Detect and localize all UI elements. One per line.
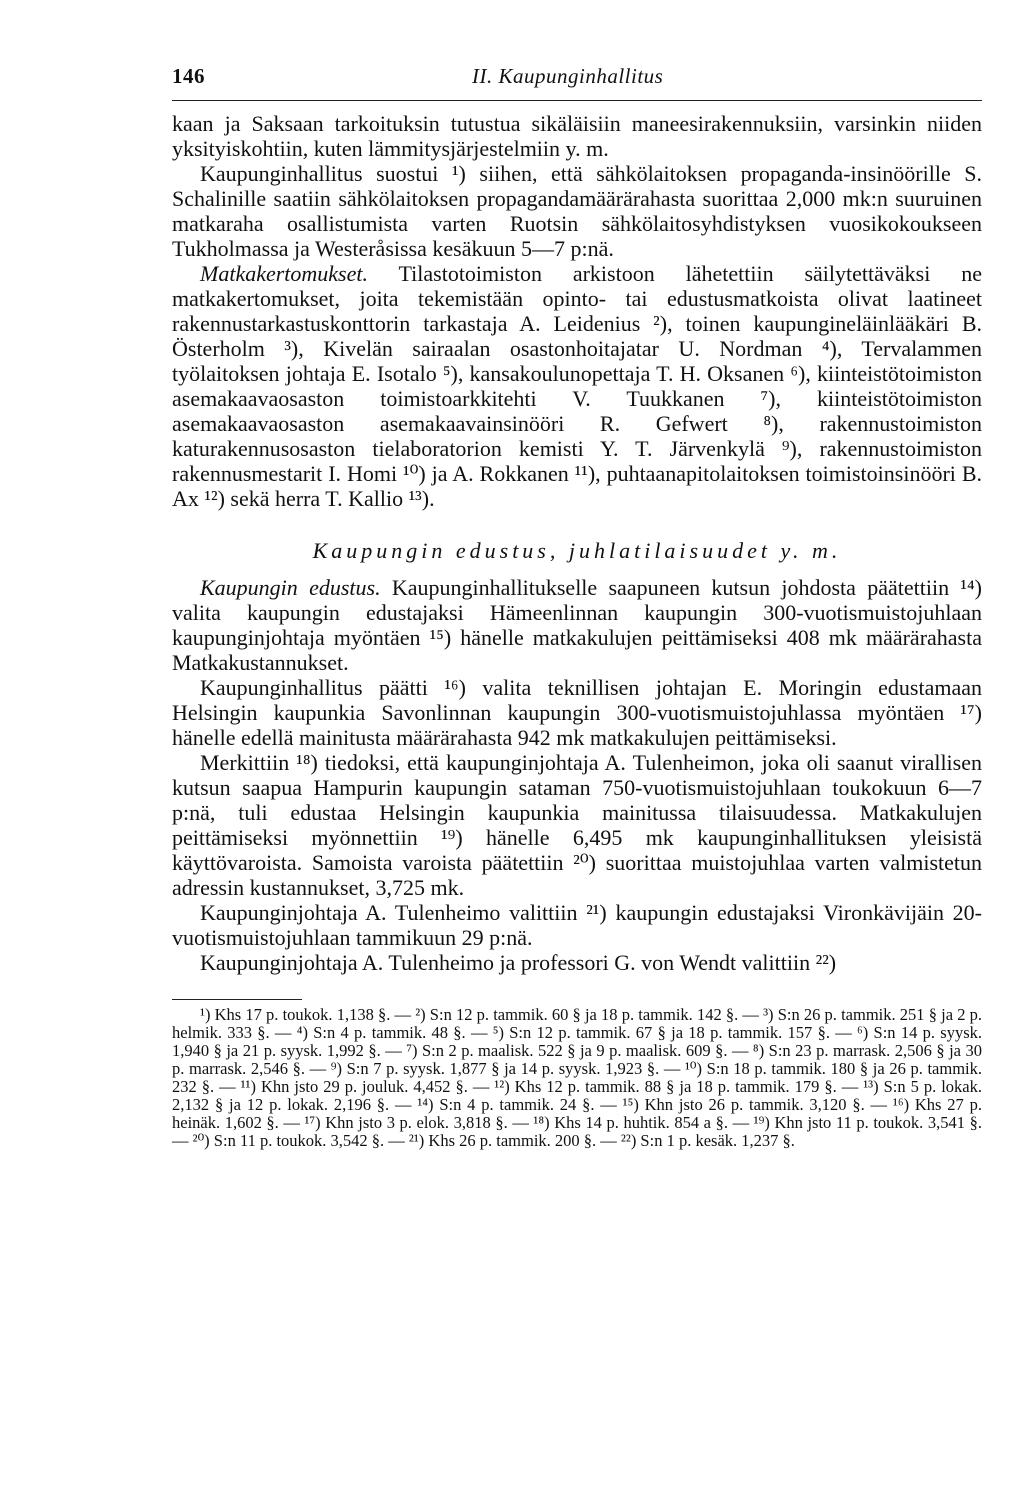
paragraph-3-lead: Matkakertomukset. xyxy=(200,261,368,286)
document-page xyxy=(172,64,982,1150)
paragraph-2: Kaupunginhallitus suostui ¹) siihen, että sähkölaitoksen propaganda-insinöörille S. Schalinille saatiin sähkölaitoksen propagandamäärärahasta suorittaa 2,000 mk:n suuruinen matkaraha osallistumista varten Ruotsin sähkölaitosyhdistyksen vuosikokoukseen Tukholmassa ja Westeråsissa kesäkuun 5—7 p:nä. xyxy=(172,161,982,261)
paragraph-4-text: Kaupunginhallitukselle saapuneen kutsun johdosta päätettiin ¹⁴) valita kaupungin edustajaksi Hämeenlinnan kaupungin 300-vuotismuistojuhlaan kaupunginjohtaja myöntäen ¹⁵) hänelle matkakulujen peittämiseksi 408 mk määrärahasta Matkakustannukset. xyxy=(172,575,982,675)
running-head: II. Kaupunginhallitus xyxy=(472,64,664,88)
paragraph-5: Kaupunginhallitus päätti ¹⁶) valita teknillisen johtajan E. Moringin edustamaan Helsingin kaupunkia Savonlinnan kaupungin 300-vuotismuistojuhlassa myöntäen ¹⁷) hänelle edellä mainitusta määrärahasta 942 mk matkakulujen peittämiseksi. xyxy=(172,675,982,750)
paragraph-4 xyxy=(172,575,982,675)
footnote-divider xyxy=(172,999,302,1000)
paragraph-6: Merkittiin ¹⁸) tiedoksi, että kaupunginjohtaja A. Tulenheimon, joka oli saanut virallisen kutsun saapua Hampurin kaupungin sataman 750-vuotismuistojuhlaan toukokuun 6—7 p:nä, tuli edustaa Helsingin kaupunkia mainitussa tilaisuudessa. Matkakulujen peittämiseksi myönnettiin ¹⁹) hänelle 6,495 mk kaupunginhallituksen yleisistä käyttövaroista. Samoista varoista päätettiin ²⁰) suorittaa muistojuhlaa varten valmistetun adressin kustannukset, 3,725 mk. xyxy=(172,750,982,900)
page-header xyxy=(172,64,982,101)
paragraph-7: Kaupunginjohtaja A. Tulenheimo valittiin ²¹) kaupungin edustajaksi Vironkävijäin 20-vuotismuistojuhlaan tammikuun 29 p:nä. xyxy=(172,900,982,950)
paragraph-4-lead: Kaupungin edustus. xyxy=(200,575,381,600)
paragraph-1: kaan ja Saksaan tarkoituksin tutustua sikäläisiin maneesirakennuksiin, varsinkin niiden yksityiskohtiin, kuten lämmitysjärjestelmiin y. m. xyxy=(172,111,982,161)
page-number: 146 xyxy=(172,64,205,88)
section-title: Kaupungin edustus, juhlatilaisuudet y. m. xyxy=(312,538,842,563)
paragraph-8: Kaupunginjohtaja A. Tulenheimo ja professori G. von Wendt valittiin ²²) xyxy=(200,950,837,975)
paragraph-3-text: Tilastotoimiston arkistoon lähetettiin säilytettäväksi ne matkakertomukset, joita tekemistään opinto- tai edustusmatkoista olivat laatineet rakennustarkastuskonttorin tarkastaja A. Leidenius ²), toinen kaupungineläinlääkäri B. Österholm ³), Kivelän sairaalan osastonhoitajatar U. Nordman ⁴), Tervalammen työlaitoksen johtaja E. Isotalo ⁵), kansakoulunopettaja T. H. Oksanen ⁶), kiinteistötoimiston asemakaavaosaston toimistoarkkitehti V. Tuukkanen ⁷), kiinteistötoimiston asemakaavaosaston asemakaavainsinööri R. Gefwert ⁸), rakennustoimiston katurakennusosaston tielaboratorion kemisti Y. T. Järvenkylä ⁹), rakennustoimiston rakennusmestarit I. Homi ¹⁰) ja A. Rokkanen ¹¹), puhtaanapitolaitoksen toimistoinsinööri B. Ax ¹²) sekä herra T. Kallio ¹³). xyxy=(172,261,982,511)
paragraph-3 xyxy=(172,261,982,511)
footnotes: ¹) Khs 17 p. toukok. 1,138 §. — ²) S:n 12 p. tammik. 60 § ja 18 p. tammik. 142 §. — ³) S:n 26 p. tammik. 251 § ja 2 p. helmik. 333 §. — ⁴) S:n 4 p. tammik. 48 §. — ⁵) S:n 12 p. tammik. 67 § ja 18 p. tammik. 157 §. — ⁶) S:n 14 p. syysk. 1,940 § ja 21 p. syysk. 1,992 §. — ⁷) S:n 2 p. maalisk. 522 § ja 9 p. maalisk. 609 §. — ⁸) S:n 23 p. marrask. 2,506 § ja 30 p. marrask. 2,546 §. — ⁹) S:n 7 p. syysk. 1,877 § ja 14 p. syysk. 1,923 §. — ¹⁰) S:n 18 p. tammik. 180 § ja 26 p. tammik. 232 §. — ¹¹) Khn jsto 29 p. jouluk. 4,452 §. — ¹²) Khs 12 p. tammik. 88 § ja 18 p. tammik. 179 §. — ¹³) S:n 5 p. lokak. 2,132 § ja 12 p. lokak. 2,196 §. — ¹⁴) S:n 4 p. tammik. 24 §. — ¹⁵) Khn jsto 26 p. tammik. 3,120 §. — ¹⁶) Khs 27 p. heinäk. 1,602 §. — ¹⁷) Khn jsto 3 p. elok. 3,818 §. — ¹⁸) Khs 14 p. huhtik. 854 a §. — ¹⁹) Khn jsto 11 p. toukok. 3,541 §. — ²⁰) S:n 11 p. toukok. 3,542 §. — ²¹) Khs 26 p. tammik. 200 §. — ²²) S:n 1 p. kesäk. 1,237 §. xyxy=(172,1005,982,1150)
body-text xyxy=(172,111,982,975)
